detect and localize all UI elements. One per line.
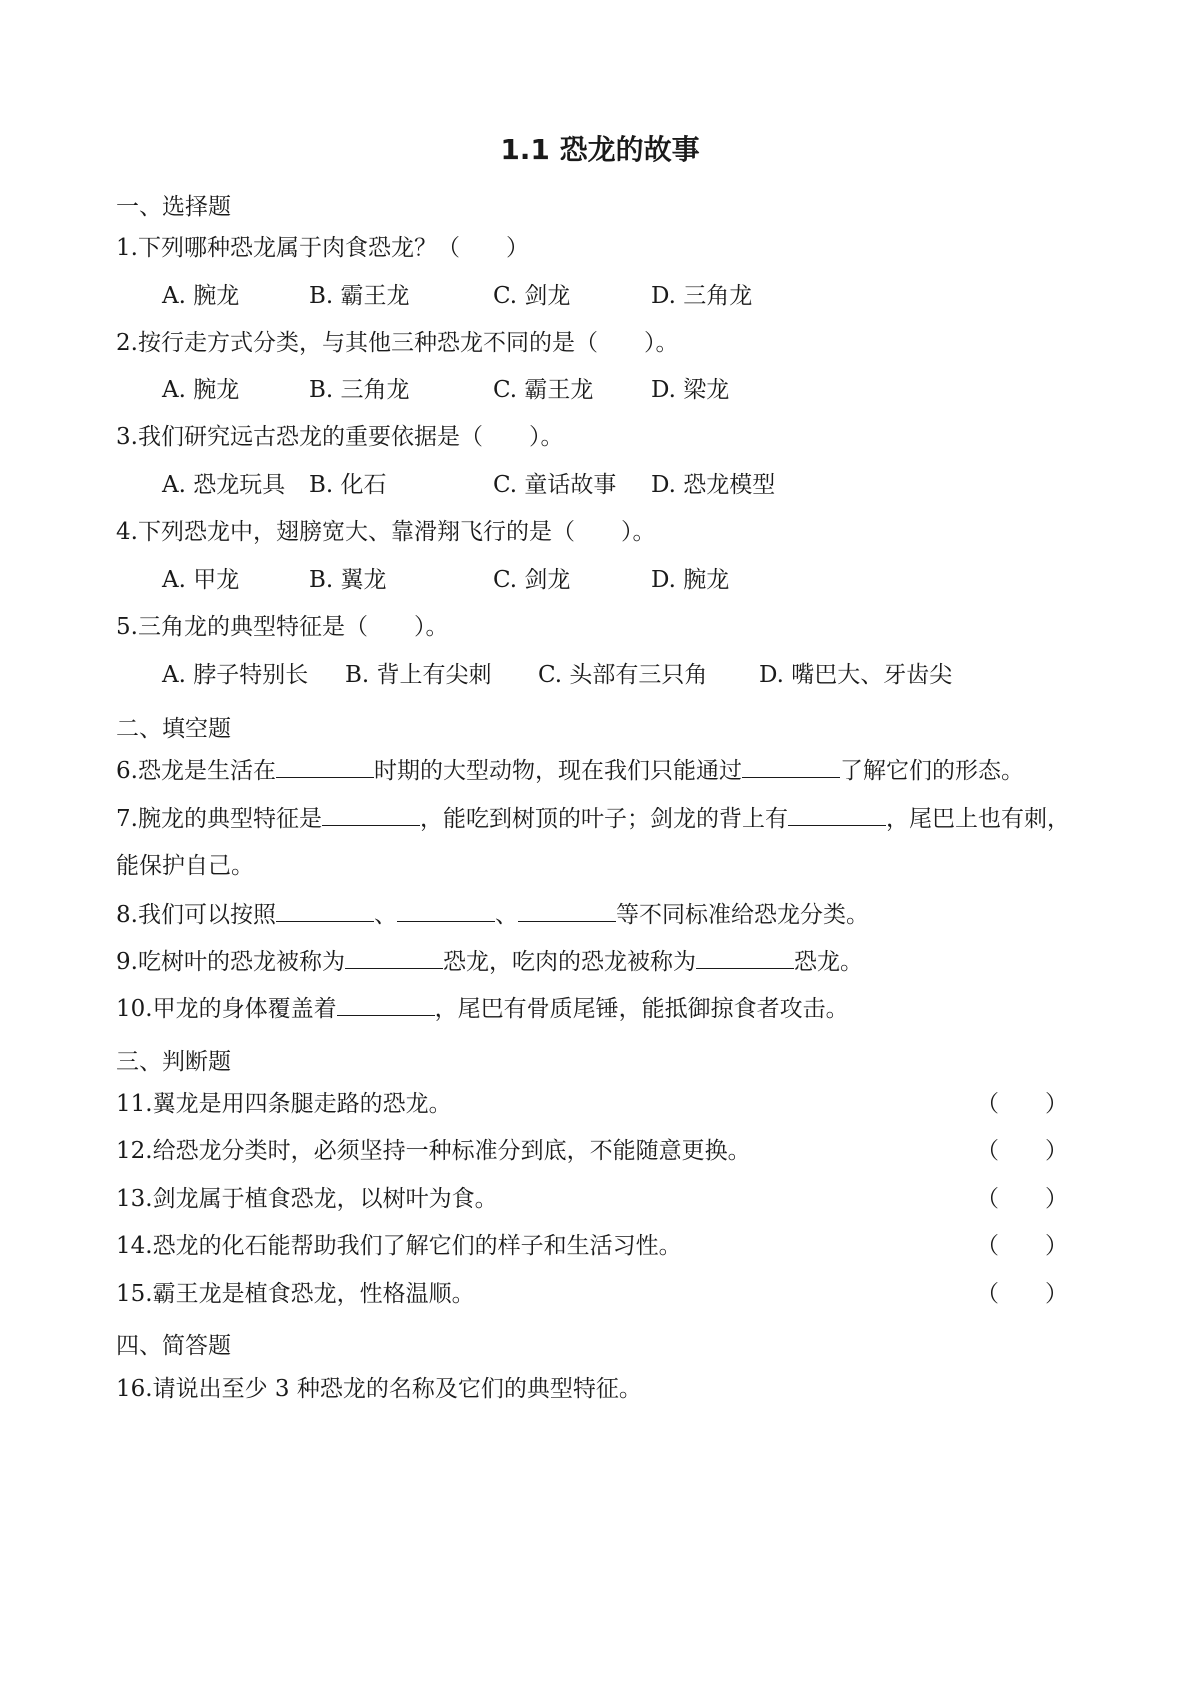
text-part: 恐龙。 [793,949,863,975]
section-heading-choice: 一、选择题 [116,194,231,220]
option-d: D. 三角龙 [651,283,753,309]
text-part: 等不同标准给恐龙分类。 [615,902,869,928]
answer-blank[interactable] [345,948,443,969]
answer-parentheses[interactable]: （ ） [976,1186,1068,1212]
text-part: 、 [373,902,397,928]
option-d: D. 梁龙 [651,377,730,403]
question-9 [116,947,863,977]
option-c: C. 剑龙 [493,567,571,593]
question-3: 3.我们研究远古恐龙的重要依据是（ ）。 [116,424,564,450]
text-part: 、 [494,902,518,928]
answer-blank[interactable] [788,805,886,826]
option-c: C. 头部有三只角 [538,662,708,688]
answer-parentheses[interactable]: （ ） [976,1233,1068,1259]
question-13 [116,1184,1076,1214]
option-a: A. 腕龙 [162,283,240,309]
answer-parentheses[interactable]: （ ） [976,1091,1068,1117]
answer-blank[interactable] [322,805,420,826]
option-c: C. 剑龙 [493,283,571,309]
question-text: 11.翼龙是用四条腿走路的恐龙。 [116,1091,452,1117]
question-text: 12.给恐龙分类时，必须坚持一种标准分到底，不能随意更换。 [116,1138,751,1164]
option-b: B. 霸王龙 [309,283,410,309]
option-d: D. 嘴巴大、牙齿尖 [759,662,953,688]
question-14 [116,1231,1076,1261]
option-b: B. 化石 [309,472,387,498]
question-text: 15.霸王龙是植食恐龙，性格温顺。 [116,1281,475,1307]
answer-blank[interactable] [276,901,374,922]
question-12 [116,1136,1076,1166]
option-d: D. 腕龙 [651,567,730,593]
text-part: 9.吃树叶的恐龙被称为 [116,949,345,975]
question-1: 1.下列哪种恐龙属于肉食恐龙？（ ） [116,235,529,261]
question-8 [116,900,869,930]
question-6 [116,756,1024,786]
option-a: A. 甲龙 [162,567,240,593]
section-heading-fill: 二、填空题 [116,716,231,742]
question-11 [116,1089,1076,1119]
section-heading-judge: 三、判断题 [116,1049,231,1075]
text-part: ，能吃到树顶的叶子；剑龙的背上有 [419,806,788,832]
option-b: B. 翼龙 [309,567,387,593]
question-7 [116,804,1070,834]
answer-blank[interactable] [518,901,616,922]
section-heading-short-answer: 四、简答题 [116,1333,231,1359]
question-7-continued: 能保护自己。 [116,853,254,879]
answer-blank[interactable] [696,948,794,969]
question-15 [116,1279,1076,1309]
question-5: 5.三角龙的典型特征是（ ）。 [116,614,449,640]
text-part: ，尾巴上也有刺， [885,806,1070,832]
text-part: 8.我们可以按照 [116,902,276,928]
option-d: D. 恐龙模型 [651,472,776,498]
text-part: ，尾巴有骨质尾锤，能抵御掠食者攻击。 [434,996,849,1022]
answer-parentheses[interactable]: （ ） [976,1281,1068,1307]
page-title: 1.1 恐龙的故事 [500,133,700,166]
text-part: 了解它们的形态。 [839,758,1024,784]
question-10 [116,994,849,1024]
option-b: B. 三角龙 [309,377,410,403]
question-4: 4.下列恐龙中，翅膀宽大、靠滑翔飞行的是（ ）。 [116,519,656,545]
answer-blank[interactable] [397,901,495,922]
text-part: 时期的大型动物，现在我们只能通过 [373,758,742,784]
question-text: 14.恐龙的化石能帮助我们了解它们的样子和生活习性。 [116,1233,682,1259]
answer-blank[interactable] [276,757,374,778]
text-part: 7.腕龙的典型特征是 [116,806,322,832]
option-a: A. 恐龙玩具 [162,472,286,498]
option-b: B. 背上有尖刺 [345,662,492,688]
question-text: 13.剑龙属于植食恐龙，以树叶为食。 [116,1186,498,1212]
question-16: 16.请说出至少 3 种恐龙的名称及它们的典型特征。 [116,1376,642,1402]
text-part: 10.甲龙的身体覆盖着 [116,996,337,1022]
text-part: 6.恐龙是生活在 [116,758,276,784]
answer-parentheses[interactable]: （ ） [976,1138,1068,1164]
option-c: C. 童话故事 [493,472,617,498]
answer-blank[interactable] [742,757,840,778]
answer-blank[interactable] [337,995,435,1016]
question-2: 2.按行走方式分类，与其他三种恐龙不同的是（ ）。 [116,330,679,356]
option-a: A. 腕龙 [162,377,240,403]
option-a: A. 脖子特别长 [162,662,309,688]
option-c: C. 霸王龙 [493,377,594,403]
text-part: 恐龙，吃肉的恐龙被称为 [442,949,696,975]
